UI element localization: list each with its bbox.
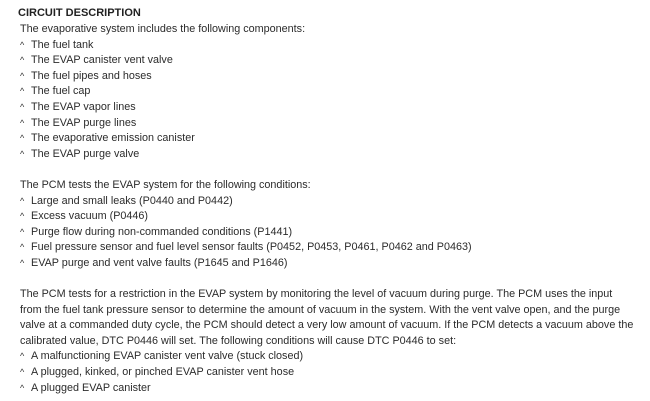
list-item-text: The fuel cap bbox=[31, 85, 91, 98]
components-list bbox=[18, 38, 644, 163]
caret-bullet-icon: ^ bbox=[20, 211, 25, 222]
tests-intro: The PCM tests the EVAP system for the following conditions: bbox=[20, 178, 311, 191]
list-item bbox=[18, 225, 644, 241]
caret-bullet-icon: ^ bbox=[20, 242, 25, 253]
list-item bbox=[18, 116, 644, 132]
list-item bbox=[18, 100, 644, 116]
caret-bullet-icon: ^ bbox=[20, 101, 25, 112]
list-item bbox=[18, 53, 644, 69]
list-item-text: The fuel pipes and hoses bbox=[31, 69, 152, 82]
section-heading: CIRCUIT DESCRIPTION bbox=[18, 7, 141, 19]
caret-bullet-icon: ^ bbox=[20, 39, 25, 50]
caret-bullet-icon: ^ bbox=[20, 55, 25, 66]
list-item-text: The EVAP purge lines bbox=[31, 116, 137, 129]
list-item bbox=[18, 209, 644, 225]
caret-bullet-icon: ^ bbox=[20, 257, 25, 268]
caret-bullet-icon: ^ bbox=[20, 351, 25, 362]
list-item-text: The EVAP purge valve bbox=[31, 147, 140, 160]
caret-bullet-icon: ^ bbox=[20, 382, 25, 393]
list-item bbox=[18, 349, 644, 365]
caret-bullet-icon: ^ bbox=[20, 133, 25, 144]
restriction-paragraph: The PCM tests for a restriction in the EVAP system by monitoring the level of vacuum during purge. The PCM uses the input from the fuel tank pressure sensor to determine the amount of vacuum in the system. With the vent valve open, and the purge valve at a commanded duty cycle, the PCM should detect a very low amount of vacuum. If the PCM detects a vacuum above the calibrated value, DTC P0446 will set. The following conditions will cause DTC P0446 to set: bbox=[20, 288, 634, 347]
caret-bullet-icon: ^ bbox=[20, 148, 25, 159]
list-item-text: The evaporative emission canister bbox=[31, 132, 195, 145]
components-intro: The evaporative system includes the following components: bbox=[20, 23, 306, 35]
list-item-text: The EVAP vapor lines bbox=[31, 100, 136, 113]
conditions-list bbox=[18, 194, 644, 272]
paragraph-spacer bbox=[18, 272, 644, 288]
causes-list bbox=[18, 349, 644, 396]
caret-bullet-icon: ^ bbox=[20, 70, 25, 81]
list-item bbox=[18, 84, 644, 100]
caret-bullet-icon: ^ bbox=[20, 195, 25, 206]
caret-bullet-icon: ^ bbox=[20, 86, 25, 97]
list-item bbox=[18, 38, 644, 54]
list-item-text: Fuel pressure sensor and fuel level sensor faults (P0452, P0453, P0461, P0462 and P0463) bbox=[31, 241, 472, 254]
caret-bullet-icon: ^ bbox=[20, 226, 25, 237]
list-item-text: The EVAP canister vent valve bbox=[31, 54, 173, 67]
list-item bbox=[18, 240, 644, 256]
list-item-text: A malfunctioning EVAP canister vent valve (stuck closed) bbox=[31, 350, 304, 363]
list-item bbox=[18, 381, 644, 397]
list-item-text: A plugged, kinked, or pinched EVAP canister vent hose bbox=[31, 366, 295, 379]
list-item bbox=[18, 194, 644, 210]
list-item-text: Large and small leaks (P0440 and P0442) bbox=[31, 194, 233, 207]
list-item bbox=[18, 131, 644, 147]
list-item bbox=[18, 147, 644, 163]
list-item bbox=[18, 256, 644, 272]
list-item-text: Excess vacuum (P0446) bbox=[31, 210, 149, 223]
caret-bullet-icon: ^ bbox=[20, 117, 25, 128]
list-item-text: The fuel tank bbox=[31, 38, 94, 51]
list-item-text: A plugged EVAP canister bbox=[31, 381, 151, 394]
list-item bbox=[18, 69, 644, 85]
caret-bullet-icon: ^ bbox=[20, 367, 25, 378]
list-item bbox=[18, 365, 644, 381]
paragraph-spacer bbox=[18, 162, 644, 178]
list-item-text: Purge flow during non-commanded conditions (P1441) bbox=[31, 225, 293, 238]
list-item-text: EVAP purge and vent valve faults (P1645 and P1646) bbox=[31, 256, 288, 269]
